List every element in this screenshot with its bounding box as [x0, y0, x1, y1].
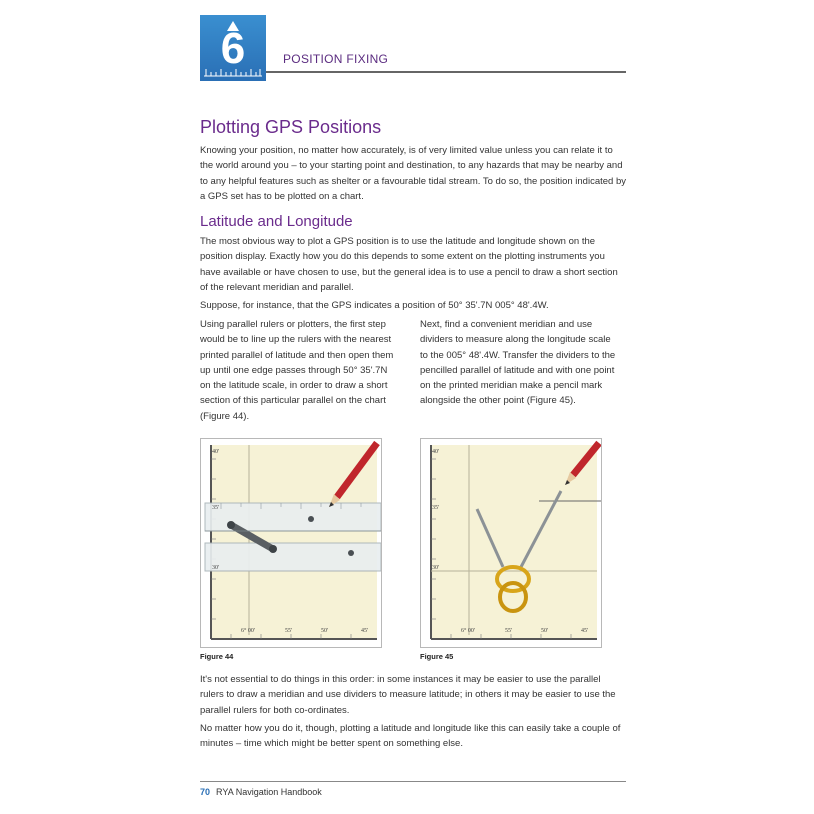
lat-label-30: 30': [212, 565, 220, 571]
book-title: RYA Navigation Handbook: [216, 787, 322, 797]
lon-label-6-00: 6° 00': [241, 628, 255, 634]
lat-label-35: 35': [212, 505, 220, 511]
right-column-text: Next, find a convenient meridian and use dividers to measure along the longitude scale to the 005° 48'.4W. Transfer the dividers to the pencilled parallel of latitude and with one point on the printed meridian make a pencil mark alongside the other point (Figure 45).: [420, 319, 616, 407]
lat-label-30: 30': [432, 565, 440, 571]
lon-label-6-00: 6° 00': [461, 628, 475, 634]
lon-label-45: 45': [361, 628, 369, 634]
footer-divider: [200, 781, 626, 782]
paragraph-3: It's not essential to do things in this order: in some instances it may be easier to use the parallel rulers to draw a meridian and use dividers to measure latitude; in others it may be easier to use the parallel rulers for both co-ordinates.: [200, 674, 616, 716]
chapter-badge: [200, 15, 266, 81]
lat-label-35: 35': [432, 505, 440, 511]
figure-45: [420, 438, 602, 648]
page-number: 70: [200, 787, 211, 797]
paragraph-1: The most obvious way to plot a GPS position is to use the latitude and longitude shown on the position display. Exactly how you do this depends to some extent on the plotting instruments you have available or have chosen to use, but the general idea is to use a pencil to draw a short section of the relevant meridian and parallel.: [200, 236, 618, 293]
chapter-title: POSITION FIXING: [283, 52, 389, 66]
scale-ticks-icon: [204, 67, 262, 77]
dividers-illustration: [421, 439, 601, 647]
lat-label-40: 40': [432, 449, 440, 455]
intro-paragraph: Knowing your position, no matter how accurately, is of very limited value unless you can relate it to the world around you – to your starting point and destination, to any hazards that may be nearby and to any helpful features such as shelter or a favourable tidal stream. To do so, the position indicated by a GPS set has to be plotted on a chart.: [200, 145, 626, 202]
left-column-text: Using parallel rulers or plotters, the first step would be to line up the rulers with the nearest printed parallel of latitude and then open them up until one edge passes through 50° 35'.7N on the latitude scale, in order to draw a short section of this particular parallel on the chart (Figure 44).: [200, 319, 394, 422]
lon-label-45: 45': [581, 628, 589, 634]
page-footer: [200, 787, 322, 797]
page-heading: Plotting GPS Positions: [200, 117, 382, 137]
header-divider: [266, 71, 626, 73]
parallel-rulers-illustration: [201, 439, 381, 647]
section-subheading: Latitude and Longitude: [200, 213, 353, 230]
figure-44: [200, 438, 382, 648]
lon-label-50: 50': [321, 628, 329, 634]
lon-label-50: 50': [541, 628, 549, 634]
figure-45-caption: Figure 45: [420, 652, 454, 661]
figure-44-caption: Figure 44: [200, 652, 234, 661]
paragraph-2: Suppose, for instance, that the GPS indicates a position of 50° 35'.7N 005° 48'.4W.: [200, 300, 549, 311]
chapter-number: 6: [220, 24, 246, 73]
lon-label-55: 55': [505, 628, 513, 634]
paragraph-4: No matter how you do it, though, plotting a latitude and longitude like this can easily take a couple of minutes – time which might be better spent on something else.: [200, 723, 621, 750]
lat-label-40: 40': [212, 449, 220, 455]
lon-label-55: 55': [285, 628, 293, 634]
